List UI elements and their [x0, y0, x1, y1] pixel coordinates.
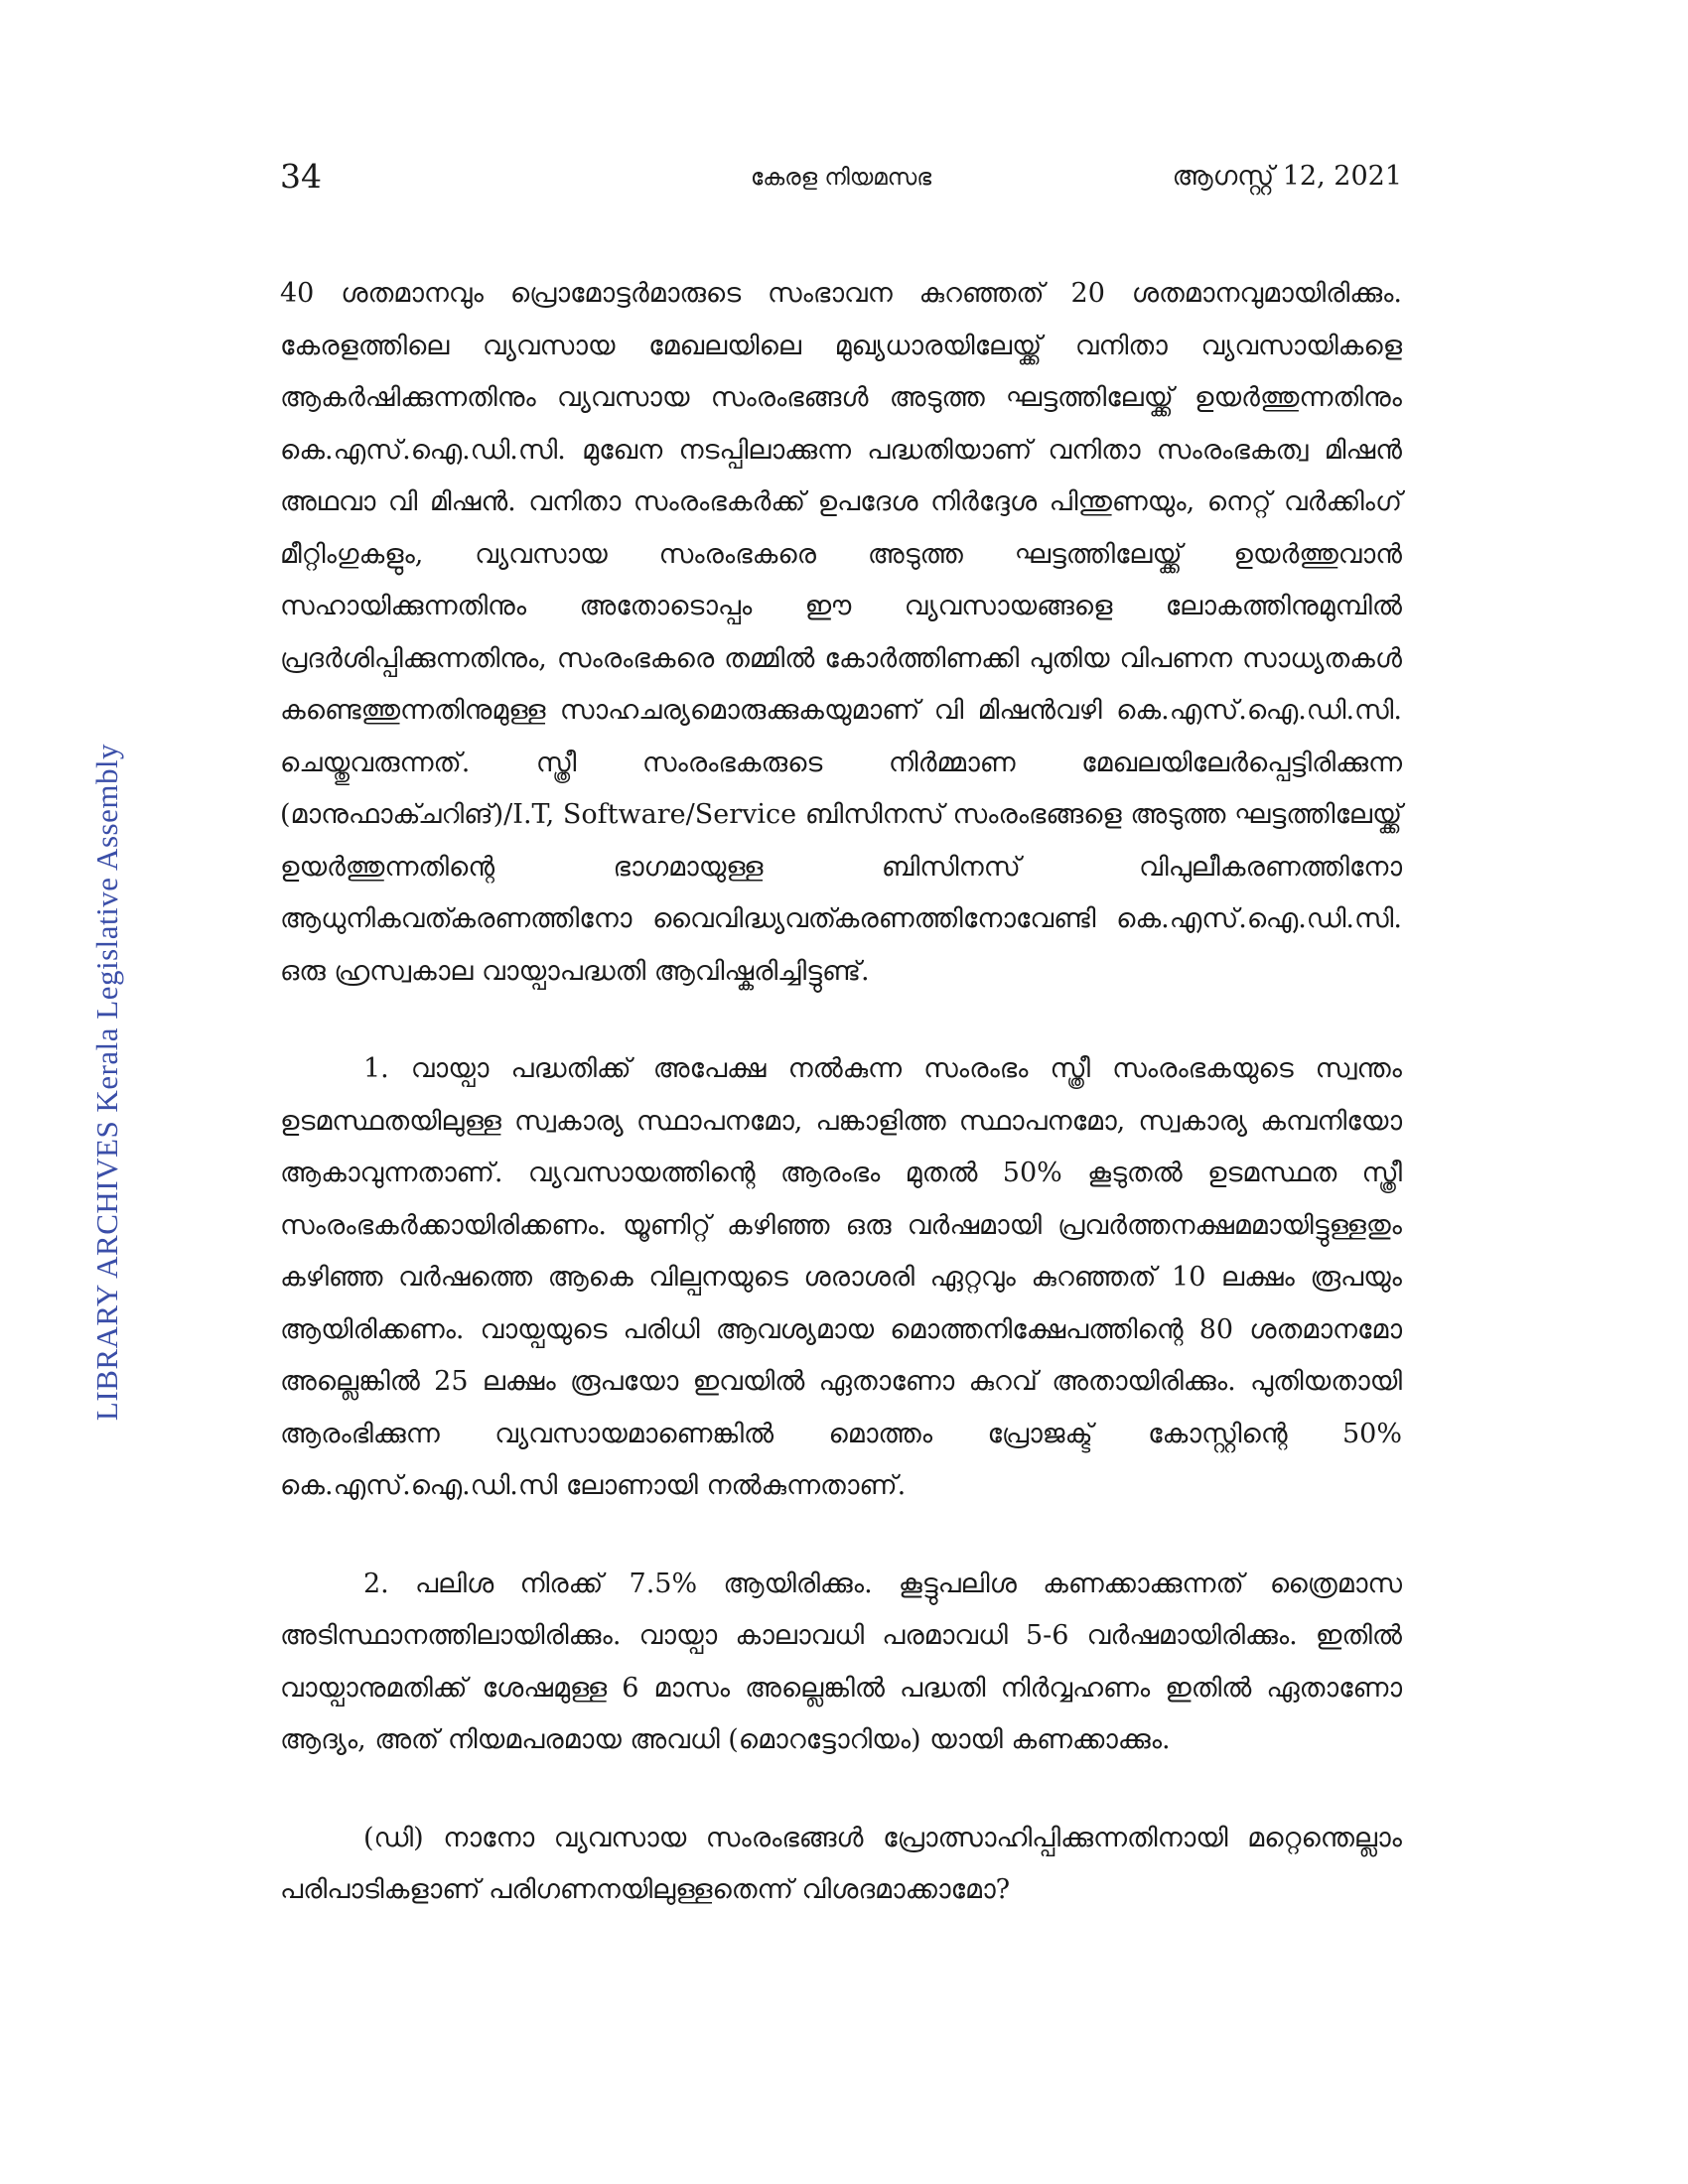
header-title: കേരള നിയമസഭ — [750, 165, 932, 191]
paragraph-point-2: 2. പലിശ നിരക്ക് 7.5% ആയിരിക്കും. കൂട്ടുപലിശ കണക്കാക്കുന്നത് ത്രൈമാസ അടിസ്ഥാനത്തിലായിരിക്കും. വായ്പാ കാലാവധി പരമാവധി 5-6 വർഷമായിരിക്കും. ഇതിൽ വായ്പാനുമതിക്ക് ശേഷമുള്ള 6 മാസം അല്ലെങ്കിൽ പദ്ധതി നിർവ്വഹണം ഇതിൽ ഏതാണോ ആദ്യം, അത് നിയമപരമായ അവധി (മൊറട്ടോറിയം) യായി കണക്കാക്കും. — [280, 1568, 1402, 1755]
header-date: ആഗസ്റ്റ് 12, 2021 — [1172, 161, 1402, 192]
page-number: 34 — [280, 157, 322, 196]
page-header — [280, 157, 1402, 216]
paragraph-question-d: (ഡി) നാനോ വ്യവസായ സംരംഭങ്ങൾ പ്രോത്സാഹിപ്പിക്കുന്നതിനായി മറ്റെന്തെല്ലാം പരിപാടികളാണ് പരിഗണനയിലുള്ളതെന്ന് വിശദമാക്കാമോ? — [280, 1822, 1402, 1905]
paragraph-point-1: 1. വായ്പാ പദ്ധതിക്ക് അപേക്ഷ നൽകുന്ന സംരംഭം സ്ത്രീ സംരംഭകയുടെ സ്വന്തം ഉടമസ്ഥതയിലുള്ള സ്വകാര്യ സ്ഥാപനമോ, പങ്കാളിത്ത സ്ഥാപനമോ, സ്വകാര്യ കമ്പനിയോ ആകാവുന്നതാണ്. വ്യവസായത്തിന്റെ ആരംഭം മുതൽ 50% കൂടുതൽ ഉടമസ്ഥത സ്ത്രീ സംരംഭകർക്കായിരിക്കണം. യൂണിറ്റ് കഴിഞ്ഞ ഒരു വർഷമായി പ്രവർത്തനക്ഷമമായിട്ടുള്ളതും കഴിഞ്ഞ വർഷത്തെ ആകെ വില്പനയുടെ ശരാശരി ഏറ്റവും കുറഞ്ഞത് 10 ലക്ഷം രൂപയും ആയിരിക്കണം. വായ്പയുടെ പരിധി ആവശ്യമായ മൊത്തനിക്ഷേപത്തിന്റെ 80 ശതമാനമോ അല്ലെങ്കിൽ 25 ലക്ഷം രൂപയോ ഇവയിൽ ഏതാണോ കുറവ് അതായിരിക്കും. പുതിയതായി ആരംഭിക്കുന്ന വ്യവസായമാണെങ്കിൽ മൊത്തം പ്രോജക്ട് കോസ്റ്റിന്റെ 50% കെ.എസ്.ഐ.ഡി.സി ലോണായി നൽകുന്നതാണ്. — [280, 1053, 1402, 1501]
paragraph-intro: 40 ശതമാനവും പ്രൊമോട്ടർമാരുടെ സംഭാവന കുറഞ്ഞത് 20 ശതമാനവുമായിരിക്കും. കേരളത്തിലെ വ്യവസായ മേഖലയിലെ മുഖ്യധാരയിലേയ്ക്ക് വനിതാ വ്യവസായികളെ ആകർഷിക്കുന്നതിനും വ്യവസായ സംരംഭങ്ങൾ അടുത്ത ഘട്ടത്തിലേയ്ക്ക് ഉയർത്തുന്നതിനും കെ.എസ്.ഐ.ഡി.സി. മുഖേന നടപ്പിലാക്കുന്ന പദ്ധതിയാണ് വനിതാ സംരംഭകത്വ മിഷൻ അഥവാ വി മിഷൻ. വനിതാ സംരംഭകർക്ക് ഉപദേശ നിർദ്ദേശ പിന്തുണയും, നെറ്റ് വർക്കിംഗ് മീറ്റിംഗുകളും, വ്യവസായ സംരംഭകരെ അടുത്ത ഘട്ടത്തിലേയ്ക്ക് ഉയർത്തുവാൻ സഹായിക്കുന്നതിനും അതോടൊപ്പം ഈ വ്യവസായങ്ങളെ ലോകത്തിനുമുമ്പിൽ പ്രദർശിപ്പിക്കുന്നതിനും, സംരംഭകരെ തമ്മിൽ കോർത്തിണക്കി പുതിയ വിപണന സാധ്യതകൾ കണ്ടെത്തുന്നതിനുമുള്ള സാഹചര്യമൊരുക്കുകയുമാണ് വി മിഷൻവഴി കെ.എസ്.ഐ.ഡി.സി. ചെയ്തുവരുന്നത്. സ്ത്രീ സംരംഭകരുടെ നിർമ്മാണ മേഖലയിലേർപ്പെട്ടിരിക്കുന്ന (മാനുഫാക്ചറിങ്)/I.T, Software/Service ബിസിനസ് സംരംഭങ്ങളെ അടുത്ത ഘട്ടത്തിലേയ്ക്ക് ഉയർത്തുന്നതിന്റെ ഭാഗമായുള്ള ബിസിനസ് വിപുലീകരണത്തിനോ ആധുനികവത്കരണത്തിനോ വൈവിദ്ധ്യവത്കരണത്തിനോവേണ്ടി കെ.എസ്.ഐ.ഡി.സി. ഒരു ഹ്രസ്വകാല വായ്പാപദ്ധതി ആവിഷ്കരിച്ചിട്ടുണ്ട്. — [280, 278, 1402, 987]
archive-watermark: LIBRARY ARCHIVES Kerala Legislative Assembly — [89, 743, 124, 1422]
document-body — [280, 268, 1402, 1917]
